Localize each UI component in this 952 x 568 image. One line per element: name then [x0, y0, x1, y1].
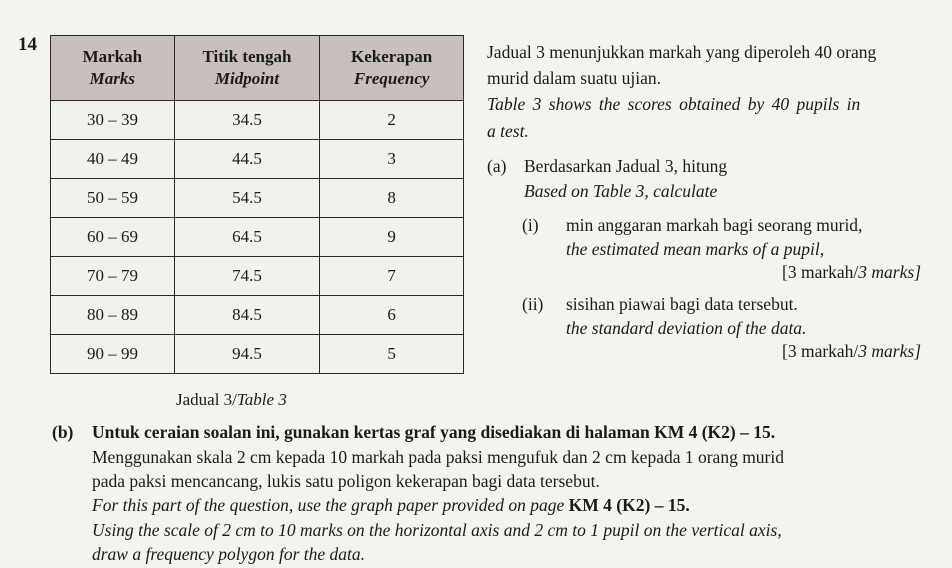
part-b-line3: pada paksi mencancang, lukis satu poligon kekerapan bagi data tersebut.: [92, 471, 600, 491]
sub-ii-marks-ms: [3 markah/: [782, 341, 859, 361]
sub-ii-label: (ii): [522, 294, 544, 314]
header-midpoint-en: Midpoint: [214, 69, 280, 88]
sub-ii-marks-en: 3 marks]: [858, 341, 922, 361]
cell-marks: 90 – 99: [51, 335, 175, 374]
header-marks-ms: Markah: [82, 47, 143, 66]
intro-ms-line2: murid dalam suatu ujian.: [487, 68, 661, 88]
header-midpoint: [174, 36, 320, 101]
part-b-line1: [92, 422, 775, 443]
table-row: [51, 140, 464, 179]
cell-frequency: 8: [320, 179, 464, 218]
table-caption: [176, 390, 287, 410]
sub-i-marks-en: 3 marks]: [858, 262, 922, 282]
part-b-line4-text: For this part of the question, use the graph paper provided on page: [92, 495, 569, 515]
table-row: [51, 218, 464, 257]
sub-ii-en: the standard deviation of the data.: [566, 318, 807, 338]
header-frequency: [320, 36, 464, 101]
cell-midpoint: 94.5: [174, 335, 320, 374]
cell-frequency: 5: [320, 335, 464, 374]
cell-marks: 80 – 89: [51, 296, 175, 335]
caption-en: Table 3: [236, 390, 287, 409]
table-row: [51, 296, 464, 335]
part-a-en: Based on Table 3, calculate: [524, 181, 718, 201]
cell-frequency: 2: [320, 101, 464, 140]
part-a-ms: Berdasarkan Jadual 3, hitung: [524, 156, 728, 176]
part-b-line1-text: Untuk ceraian soalan ini, gunakan kertas graf yang disediakan di halaman: [92, 422, 655, 442]
header-marks-en: Marks: [89, 69, 136, 88]
scores-table: [50, 35, 464, 374]
cell-midpoint: 44.5: [174, 140, 320, 179]
cell-midpoint: 34.5: [174, 101, 320, 140]
sub-i-en: the estimated mean marks of a pupil,: [566, 239, 825, 259]
table-row: [51, 335, 464, 374]
cell-marks: 50 – 59: [51, 179, 175, 218]
part-b-line5: Using the scale of 2 cm to 10 marks on the horizontal axis and 2 cm to 1 pupil on the vertical axis,: [92, 520, 782, 540]
question-number: 14: [18, 34, 37, 55]
cell-frequency: 3: [320, 140, 464, 179]
sub-ii-marks: [782, 341, 921, 362]
part-b-line4: [92, 495, 690, 516]
sub-i-ms: min anggaran markah bagi seorang murid,: [566, 215, 863, 235]
part-b-line2: Menggunakan skala 2 cm kepada 10 markah pada paksi mengufuk dan 2 cm kepada 1 orang murid: [92, 447, 785, 467]
part-b-label: (b): [52, 422, 74, 442]
intro-ms-line1: Jadual 3 menunjukkan markah yang diperoleh 40 orang: [487, 42, 877, 62]
cell-frequency: 7: [320, 257, 464, 296]
sub-i-marks: [782, 262, 921, 283]
cell-marks: 30 – 39: [51, 101, 175, 140]
table-row: [51, 179, 464, 218]
table-row: [51, 257, 464, 296]
table-row: [51, 101, 464, 140]
caption-ms: Jadual 3/: [176, 390, 237, 409]
table-header-row: [51, 36, 464, 101]
cell-frequency: 9: [320, 218, 464, 257]
cell-midpoint: 54.5: [174, 179, 320, 218]
sub-i-marks-ms: [3 markah/: [782, 262, 859, 282]
cell-midpoint: 64.5: [174, 218, 320, 257]
cell-marks: 60 – 69: [51, 218, 175, 257]
sub-i-label: (i): [522, 215, 539, 235]
sub-ii-ms: sisihan piawai bagi data tersebut.: [566, 294, 798, 314]
intro-en-line2: a test.: [487, 121, 529, 141]
cell-midpoint: 84.5: [174, 296, 320, 335]
cell-midpoint: 74.5: [174, 257, 320, 296]
part-b-page-ref: KM 4 (K2) – 15.: [654, 422, 776, 442]
cell-frequency: 6: [320, 296, 464, 335]
header-midpoint-ms: Titik tengah: [202, 47, 292, 66]
part-b-line6: draw a frequency polygon for the data.: [92, 544, 365, 564]
header-frequency-ms: Kekerapan: [351, 47, 433, 66]
cell-marks: 40 – 49: [51, 140, 175, 179]
intro-en-line1: Table 3 shows the scores obtained by 40 pupils in: [487, 94, 861, 114]
header-frequency-en: Frequency: [353, 69, 430, 88]
cell-marks: 70 – 79: [51, 257, 175, 296]
header-marks: [51, 36, 175, 101]
part-b-page-ref-en: KM 4 (K2) – 15.: [568, 495, 690, 515]
part-a-label: (a): [487, 156, 507, 176]
